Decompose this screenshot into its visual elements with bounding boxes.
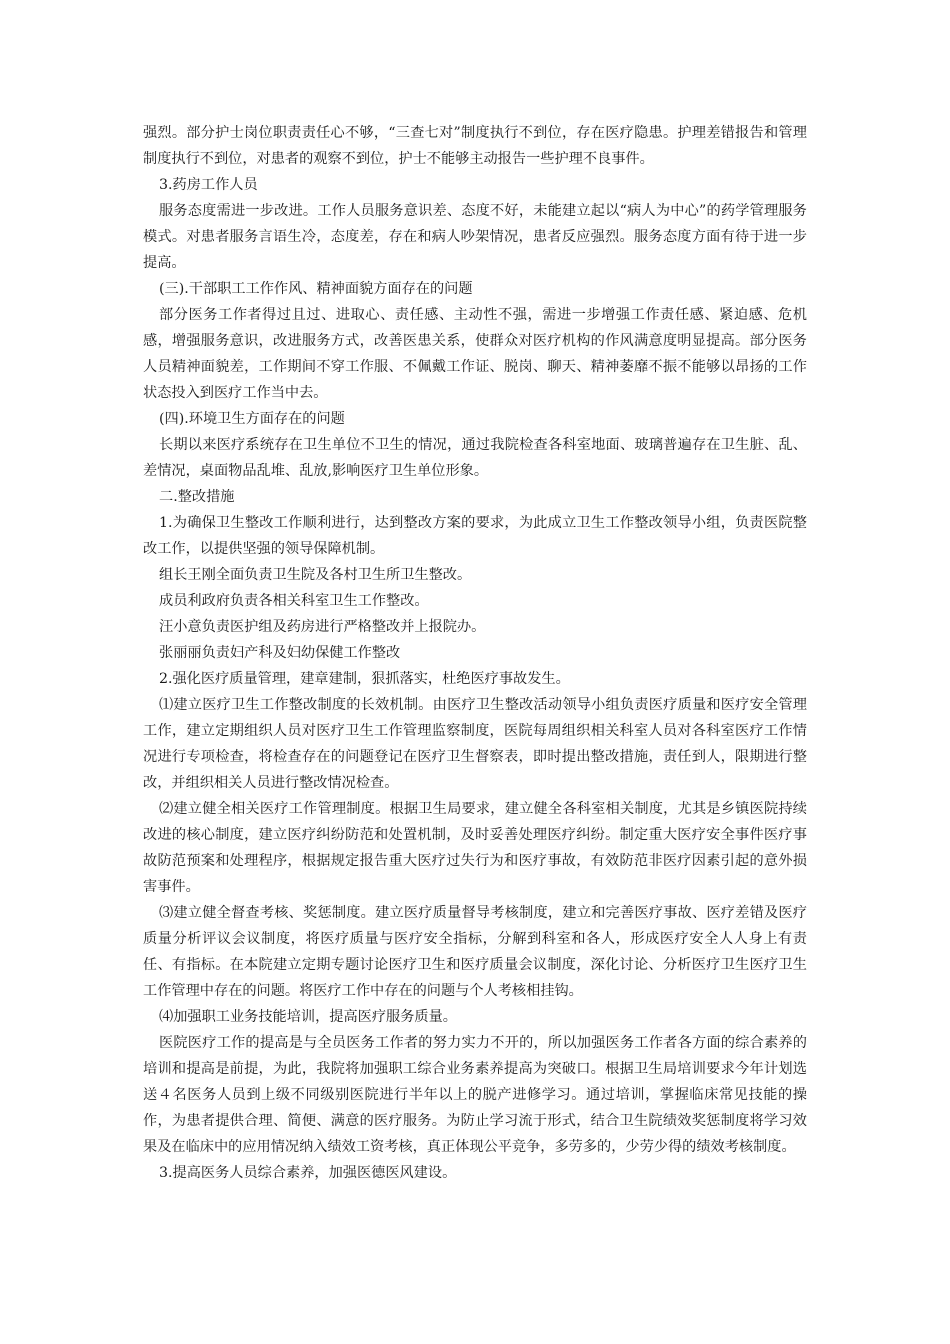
paragraph-10: 组长王刚全面负责卫生院及各村卫生所卫生整改。 <box>159 567 472 583</box>
paragraph-3: 服务态度需进一步改进。工作人员服务意识差、态度不好，未能建立起以“病人为中心”的药学管理服务模式。对患者服务言语生冷，态度差，存在和病人吵架情况，患者反应强烈。服务态度方面有待于进一步提高。 <box>143 203 807 271</box>
paragraph-18: ⑷加强职工业务技能培训，提高医疗服务质量。 <box>159 1009 457 1025</box>
paragraph-13: 张丽丽负责妇产科及妇幼保健工作整改 <box>159 645 401 661</box>
paragraph-7: 长期以来医疗系统存在卫生单位不卫生的情况，通过我院检查各科室地面、玻璃普遍存在卫生脏、乱、差情况，桌面物品乱堆、乱放,影响医疗卫生单位形象。 <box>143 437 807 479</box>
paragraph-14: 2.强化医疗质量管理，建章建制，狠抓落实，杜绝医疗事故发生。 <box>159 671 570 687</box>
paragraph-15: ⑴建立医疗卫生工作整改制度的长效机制。由医疗卫生整改活动领导小组负责医疗质量和医疗安全管理工作，建立定期组织人员对医疗卫生工作管理监察制度，医院每周组织相关科室人员对各科室医疗工作情况进行专项检查，将检查存在的问题登记在医疗卫生督察表，即时提出整改措施，责任到人，限期进行整改，并组织相关人员进行整改情况检查。 <box>143 697 807 791</box>
section-heading: 二.整改措施 <box>159 489 235 505</box>
paragraph-2: 3.药房工作人员 <box>159 177 258 193</box>
paragraph-16: ⑵建立健全相关医疗工作管理制度。根据卫生局要求，建立健全各科室相关制度，尤其是乡镇医院持续改进的核心制度，建立医疗纠纷防范和处置机制，及时妥善处理医疗纠纷。制定重大医疗安全事件医疗事故防范预案和处理程序，根据规定报告重大医疗过失行为和医疗事故，有效防范非医疗因素引起的意外损害事件。 <box>143 801 807 895</box>
paragraph-17: ⑶建立健全督查考核、奖惩制度。建立医疗质量督导考核制度，建立和完善医疗事故、医疗差错及医疗质量分析评议会议制度，将医疗质量与医疗安全指标，分解到科室和各人，形成医疗安全人人身上有责任、有指标。在本院建立定期专题讨论医疗卫生和医疗质量会议制度，深化讨论、分析医疗卫生医疗卫生工作管理中存在的问题。将医疗工作中存在的问题与个人考核相挂钩。 <box>143 905 807 999</box>
paragraph-5: 部分医务工作者得过且过、进取心、责任感、主动性不强，需进一步增强工作责任感、紧迫感、危机感，增强服务意识，改进服务方式，改善医患关系，使群众对医疗机构的作风满意度明显提高。部分医务人员精神面貌差，工作期间不穿工作服、不佩戴工作证、脱岗、聊天、精神萎靡不振不能够以昂扬的工作状态投入到医疗工作当中去。 <box>143 307 807 401</box>
document-body <box>143 120 807 1186</box>
paragraph-11: 成员利政府负责各相关科室卫生工作整改。 <box>159 593 429 609</box>
paragraph-6: (四).环境卫生方面存在的问题 <box>159 411 345 427</box>
paragraph-1: 强烈。部分护士岗位职责责任心不够，“三查七对”制度执行不到位，存在医疗隐患。护理差错报告和管理制度执行不到位，对患者的观察不到位，护士不能够主动报告一些护理不良事件。 <box>143 125 807 167</box>
paragraph-12: 汪小意负责医护组及药房进行严格整改并上报院办。 <box>159 619 486 635</box>
paragraph-20: 3.提高医务人员综合素养，加强医德医风建设。 <box>159 1165 457 1181</box>
paragraph-9: 1.为确保卫生整改工作顺利进行，达到整改方案的要求，为此成立卫生工作整改领导小组，负责医院整改工作，以提供坚强的领导保障机制。 <box>143 515 807 557</box>
paragraph-4: (三).干部职工工作作风、精神面貌方面存在的问题 <box>159 281 473 297</box>
paragraph-19: 医院医疗工作的提高是与全员医务工作者的努力实力不开的，所以加强医务工作者各方面的综合素养的培训和提高是前提，为此，我院将加强职工综合业务素养提高为突破口。根据卫生局培训要求今年计划选送４名医务人员到上级不同级别医院进行半年以上的脱产进修学习。通过培训，掌握临床常见技能的操作，为患者提供合理、简便、满意的医疗服务。为防止学习流于形式，结合卫生院绩效奖惩制度将学习效果及在临床中的应用情况纳入绩效工资考核，真正体现公平竞争，多劳多的，少劳少得的绩效考核制度。 <box>143 1035 807 1155</box>
